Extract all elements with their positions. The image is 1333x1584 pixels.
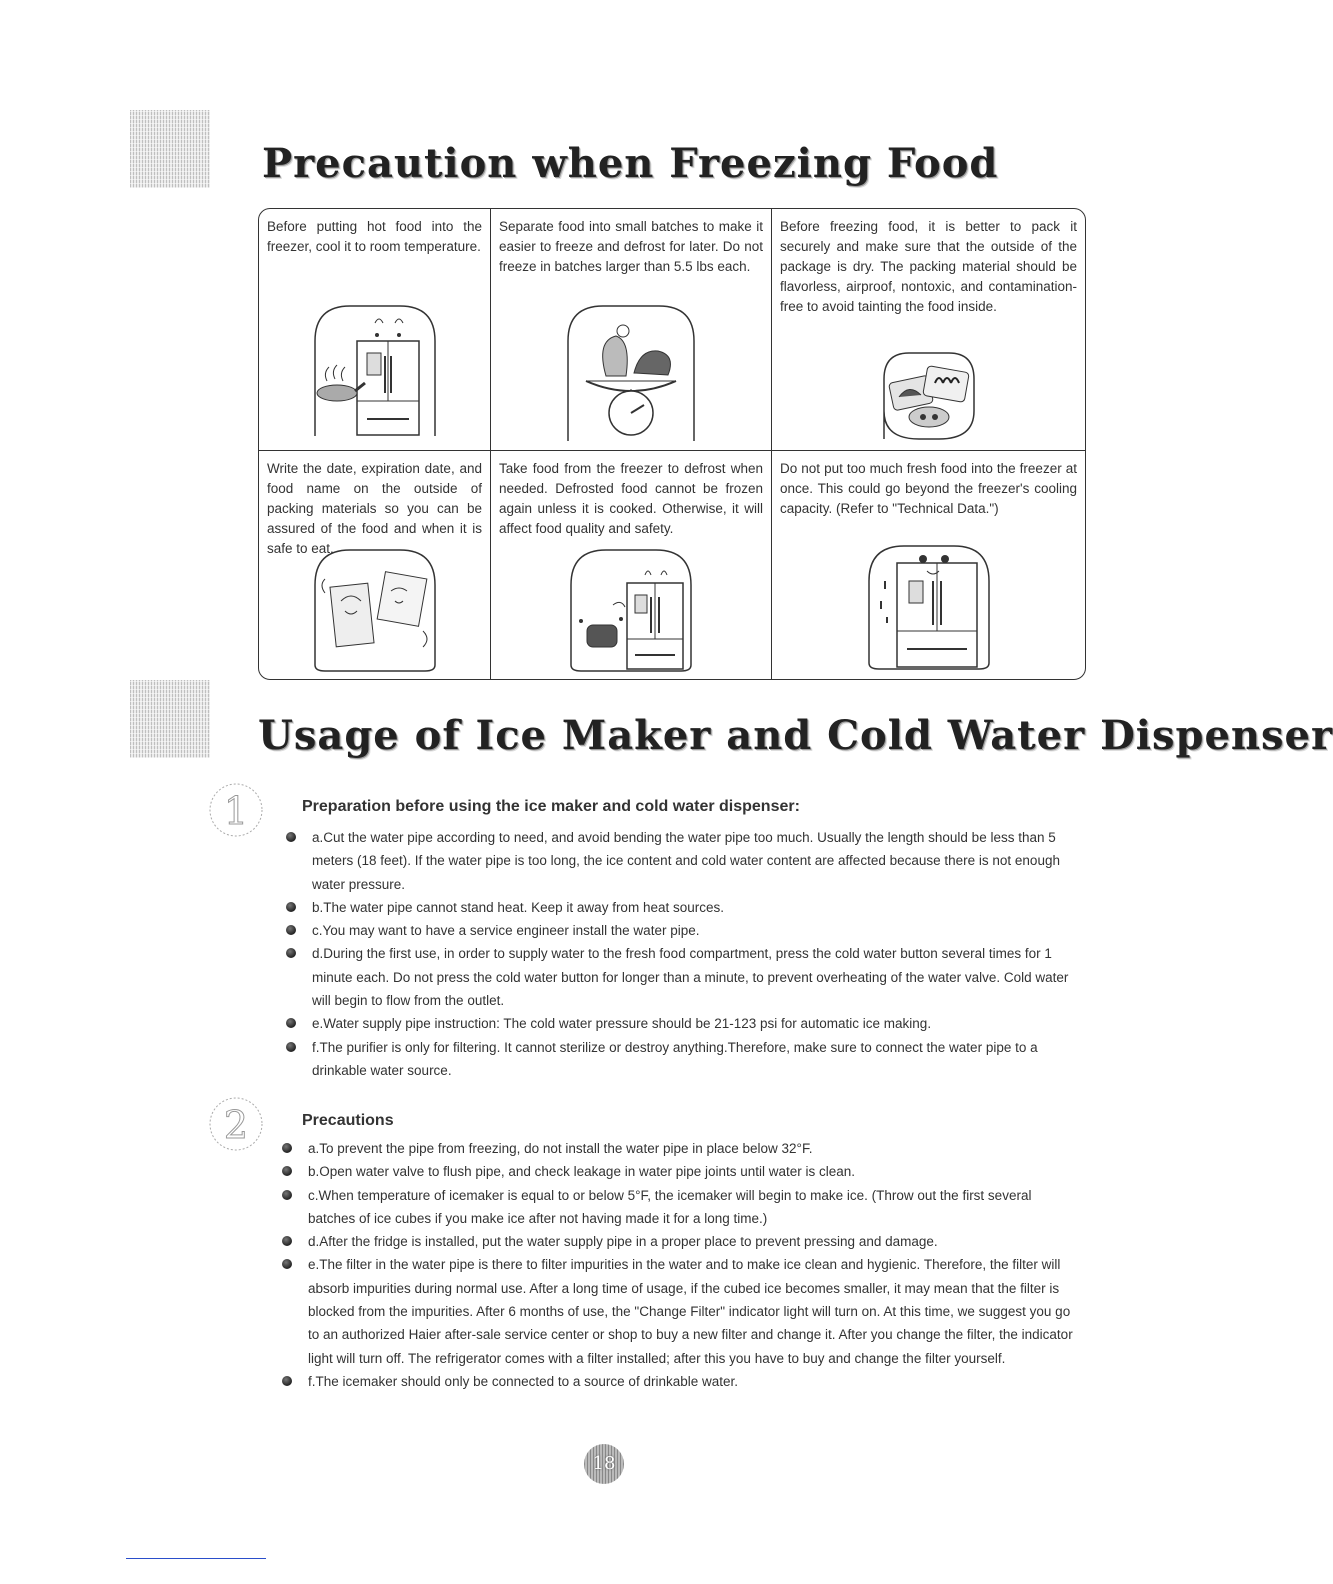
tip-text-5: Take food from the freezer to defrost when needed. Defrosted food cannot be frozen again unless it is cooked. Otherwise, it will affect food quality and safety. bbox=[499, 461, 763, 536]
tip-cell-5 bbox=[491, 451, 772, 679]
step-number-1-icon bbox=[206, 778, 266, 842]
footer-divider bbox=[126, 1558, 266, 1559]
tip-cell-4 bbox=[259, 451, 491, 679]
list-item: d.After the fridge is installed, put the water supply pipe in a proper place to prevent pressing and damage. bbox=[282, 1230, 1082, 1253]
step-number-2-icon bbox=[206, 1092, 266, 1156]
tip-cell-2 bbox=[491, 209, 772, 451]
tip-text-6: Do not put too much fresh food into the freezer at once. This could go beyond the freezer's cooling capacity. (Refer to "Technical Data.") bbox=[780, 461, 1077, 516]
tip-cell-3 bbox=[772, 209, 1085, 451]
section-decoration-2 bbox=[130, 680, 210, 758]
freezing-tips-grid bbox=[258, 208, 1086, 680]
list-item: e.Water supply pipe instruction: The cold water pressure should be 21-123 psi for automatic ice making. bbox=[286, 1012, 1082, 1035]
list-item: d.During the first use, in order to supply water to the fresh food compartment, press the cold water button several times for 1 minute each. Do not press the cold water button for longer than a minute, to prevent overheating of the water valve. Cold water will begin to flow from the outlet. bbox=[286, 942, 1082, 1012]
preparation-list bbox=[286, 826, 1082, 1082]
tip-cell-6 bbox=[772, 451, 1085, 679]
scale-food-icon bbox=[556, 301, 706, 446]
list-item: e.The filter in the water pipe is there to filter impurities in the water and to make ice clean and hygienic. Therefore, the filter will absorb impurities during normal use. After a long time of usage, if the cubed ice becomes smaller, it may mean that the filter is blocked from the impurities. After 6 months of use, the "Change Filter" indicator light will turn on. At this time, we suggest you go to an authorized Haier after-sale service center or shop to buy a new filter and change it. After you change the filter, the indicator light will turn off. The refrigerator comes with a filter installed; after this you have to buy and change the filter yourself. bbox=[282, 1253, 1082, 1369]
tip-text-3: Before freezing food, it is better to pack it securely and make sure that the outside of the package is dry. The packing material should be flavorless, airproof, nontoxic, and contamination-free to avoid tainting the food inside. bbox=[780, 219, 1077, 314]
tip-text-1: Before putting hot food into the freezer, cool it to room temperature. bbox=[267, 219, 482, 254]
list-item: b.The water pipe cannot stand heat. Keep it away from heat sources. bbox=[286, 896, 1082, 919]
page-number: 18 bbox=[584, 1444, 624, 1484]
precautions-list bbox=[282, 1137, 1082, 1393]
list-item: c.When temperature of icemaker is equal to or below 5°F, the icemaker will begin to make ice. (Throw out the first several batches of ice cubes if you make ice after not having made it for a long time.) bbox=[282, 1184, 1082, 1231]
list-item: a.To prevent the pipe from freezing, do not install the water pipe in place below 32°F. bbox=[282, 1137, 1082, 1160]
fridge-defrost-icon bbox=[561, 545, 701, 673]
section-title-ice-maker: Usage of Ice Maker and Cold Water Dispenser bbox=[258, 712, 1333, 759]
list-item: f.The purifier is only for filtering. It cannot sterilize or destroy anything.Therefore, make sure to connect the water pipe to a drinkable water source. bbox=[286, 1036, 1082, 1083]
section-title-freezing: Precaution when Freezing Food bbox=[262, 140, 999, 187]
list-item: f.The icemaker should only be connected to a source of drinkable water. bbox=[282, 1370, 1082, 1393]
list-item: c.You may want to have a service engineer install the water pipe. bbox=[286, 919, 1082, 942]
subheading-preparation: Preparation before using the ice maker and cold water dispenser: bbox=[302, 798, 800, 815]
overloaded-fridge-icon bbox=[859, 541, 999, 671]
subheading-precautions: Precautions bbox=[302, 1112, 394, 1129]
step-number-1: 1 bbox=[223, 789, 249, 833]
packed-food-icon bbox=[879, 349, 979, 441]
section-decoration-1 bbox=[130, 110, 210, 188]
labeled-packages-icon bbox=[305, 545, 445, 673]
step-number-2: 2 bbox=[223, 1103, 249, 1147]
list-item: b.Open water valve to flush pipe, and check leakage in water pipe joints until water is clean. bbox=[282, 1160, 1082, 1183]
tip-cell-1 bbox=[259, 209, 491, 451]
tip-text-2: Separate food into small batches to make it easier to freeze and defrost for later. Do not freeze in batches larger than 5.5 lbs each. bbox=[499, 219, 763, 274]
tip-text-4: Write the date, expiration date, and food name on the outside of packing materials so you can be assured of the food and when it is safe to eat. bbox=[267, 461, 482, 556]
fridge-hot-pan-icon bbox=[305, 301, 445, 441]
list-item: a.Cut the water pipe according to need, and avoid bending the water pipe too much. Usually the length should be less than 5 meters (18 feet). If the water pipe is too long, the ice content and cold water content are affected because there is not enough water pressure. bbox=[286, 826, 1082, 896]
